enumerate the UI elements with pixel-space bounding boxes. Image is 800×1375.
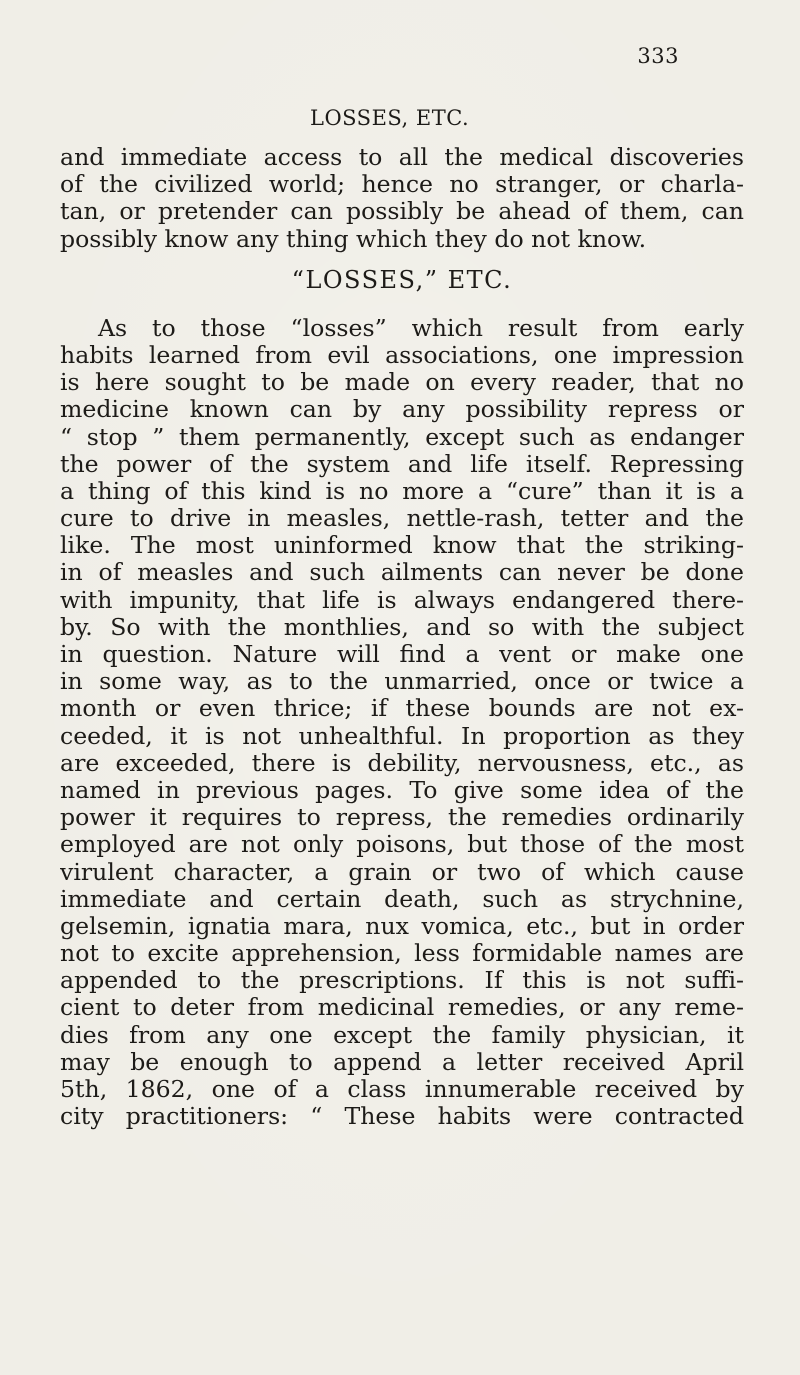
text-line: medicine known can by any possibility repress or: [60, 396, 744, 424]
running-head: LOSSES, ETC.: [310, 106, 470, 130]
text-line: the power of the system and life itself. Repressing: [60, 450, 744, 478]
text-line: like. The most uninformed know that the striking-: [60, 532, 744, 560]
text-line: 5th, 1862, one of a class innumerable received by: [60, 1076, 744, 1103]
text-line: city practitioners: “ These habits were contracted: [60, 1103, 744, 1131]
text-line: cure to drive in measles, nettle-rash, tetter and the: [60, 505, 744, 533]
text-line: possibly know any thing which they do not know.: [60, 225, 647, 253]
page-number: 333: [637, 44, 679, 68]
text-line: virulent character, a grain or two of which cause: [60, 858, 744, 886]
text-line: by. So with the monthlies, and so with the subject: [60, 613, 744, 641]
text-line: is here sought to be made on every reader, that no: [60, 369, 744, 397]
text-line: month or even thrice; if these bounds are not ex-: [60, 695, 744, 723]
text-line: in question. Nature will find a vent or make one: [60, 641, 744, 668]
text-line: gelsemin, ignatia mara, nux vomica, etc., but in order: [60, 912, 744, 940]
text-line: appended to the prescriptions. If this is not suffi-: [60, 967, 744, 995]
text-line: with impunity, that life is always endangered there-: [60, 586, 744, 614]
intro-paragraph: [60, 144, 744, 253]
text-line: power it requires to repress, the remedies ordinarily: [60, 804, 744, 832]
text-line: ceeded, it is not unhealthful. In proportion as they: [60, 722, 744, 750]
text-line: and immediate access to all the medical discoveries: [60, 144, 744, 171]
body-text: [60, 144, 744, 1130]
text-line: may be enough to append a letter received April: [60, 1048, 744, 1076]
text-line: in of measles and such ailments can never be done: [60, 559, 744, 587]
text-line: cient to deter from medicinal remedies, or any reme-: [60, 994, 744, 1022]
text-line: “ stop ” them permanently, except such as endanger: [60, 423, 744, 451]
text-line: of the civilized world; hence no stranger, or charla-: [60, 171, 744, 199]
text-line: in some way, as to the unmarried, once or twice a: [60, 668, 744, 696]
text-line: employed are not only poisons, but those of the most: [60, 831, 744, 859]
text-line: As to those “losses” which result from early: [98, 314, 744, 342]
text-line: tan, or pretender can possibly be ahead of them, can: [60, 198, 744, 226]
section-heading: “LOSSES,” ETC.: [291, 265, 513, 294]
text-line: habits learned from evil associations, one impression: [60, 341, 744, 369]
text-line: are exceeded, there is debility, nervousness, etc., as: [60, 749, 744, 777]
text-line: named in previous pages. To give some idea of the: [60, 776, 744, 804]
text-line: dies from any one except the family physician, it: [60, 1021, 744, 1049]
text-line: immediate and certain death, such as strychnine,: [60, 885, 744, 913]
text-line: not to excite apprehension, less formidable names are: [60, 940, 744, 968]
text-line: a thing of this kind is no more a “cure” than it is a: [60, 477, 744, 505]
section-paragraph: [60, 315, 744, 1131]
